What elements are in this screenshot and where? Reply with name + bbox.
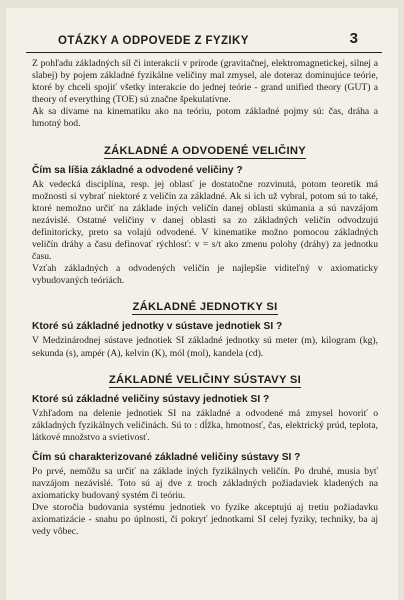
question-2: Ktoré sú základné jednotky v sústave jednotiek SI ? bbox=[32, 321, 283, 333]
section-heading-si-units: ZÁKLADNÉ JEDNOTKY SI bbox=[132, 301, 278, 314]
answer-2: V Medzinárodnej sústave jednotiek SI základné jednotky sú meter (m), kilogram (kg), sekunda (s), ampér (A), kelvin (K), mól (mol), kandela (cd). bbox=[32, 335, 378, 359]
intro-paragraph-2: Ak sa dívame na kinematiku ako na teóriu, potom základné pojmy sú: čas, dráha a hmotný bod. bbox=[32, 106, 378, 130]
intro-paragraph-1: Z pohľadu základných síl či interakcií v prírode (gravitačnej, elektromagnetickej, silnej a slabej) by pojem základné fyzikálne veličiny mal zmysel, ale doteraz dominujúce teórie, ktoré by chceli spojiť všetky interakcie do jednej teórie - grand unified theory (GUT) a theory of everything (TOE) sú značne špekulatívne. bbox=[32, 58, 378, 106]
section-heading-si-quantities: ZÁKLADNÉ VELIČINY SÚSTAVY SI bbox=[108, 373, 302, 386]
question-4: Čím sú charakterizované základné veličiny sústavy SI ? bbox=[32, 451, 301, 463]
page-body bbox=[32, 58, 378, 538]
answer-1b: Vzťah základných a odvodených veličín je najlepšie viditeľný v axiomaticky vybudovaných teóriách. bbox=[32, 263, 378, 287]
book-page bbox=[6, 8, 398, 600]
header-rule bbox=[26, 52, 382, 53]
question-3: Ktoré sú základné veličiny sústavy jednotiek SI ? bbox=[32, 393, 270, 405]
answer-3: Vzhľadom na delenie jednotiek SI na základné a odvodené má zmysel hovoriť o základných fyzikálnych veličinách. Sú to : dĺžka, hmotnosť, čas, elektrický prúd, teplota, látkové množstvo a svietivosť. bbox=[32, 407, 378, 443]
running-title: OTÁZKY A ODPOVEDE Z FYZIKY bbox=[58, 35, 249, 47]
answer-1: Ak vedecká disciplína, resp. jej oblasť je dostatočne rozvinutá, potom teoretik má možnosti si vybrať niektoré z veličín za základné. Ak si ich už vybral, potom sú to také, ktoré nemožno určiť na základe iných veličín danej oblasti skúmania a sú navzájom nezávislé. Ostatné veličiny v danej oblasti sa zo základných veličín odvodzujú definitoricky, preto sa volajú odvodené. V kinematike možno pomocou základných veličín dráhy a času definovať rýchlosť: v = s/t ako zmenu polohy (dráhy) za jednotku času. bbox=[32, 178, 378, 263]
section-heading-quantities: ZÁKLADNÉ A ODVODENÉ VELIČINY bbox=[103, 144, 307, 157]
answer-4: Po prvé, nemôžu sa určiť na základe iných fyzikálnych veličín. Po druhé, musia byť navzájom nezávislé. Toto sú aj dve z troch základných požiadaviek kladených na axiomaticky budovaný systém či teóriu. bbox=[32, 465, 378, 502]
page-header bbox=[32, 8, 378, 47]
page-number: 3 bbox=[349, 30, 358, 47]
question-1: Čím sa líšia základné a odvodené veličiny ? bbox=[32, 164, 243, 176]
answer-4b: Dve storočia budovania systému jednotiek vo fyzike akceptujú aj tretiu požiadavku axiomatizácie - snahu po úplnosti, či pokryť jednotkami SI celej fyziky, techniky, ba aj vedy vôbec. bbox=[32, 502, 378, 538]
